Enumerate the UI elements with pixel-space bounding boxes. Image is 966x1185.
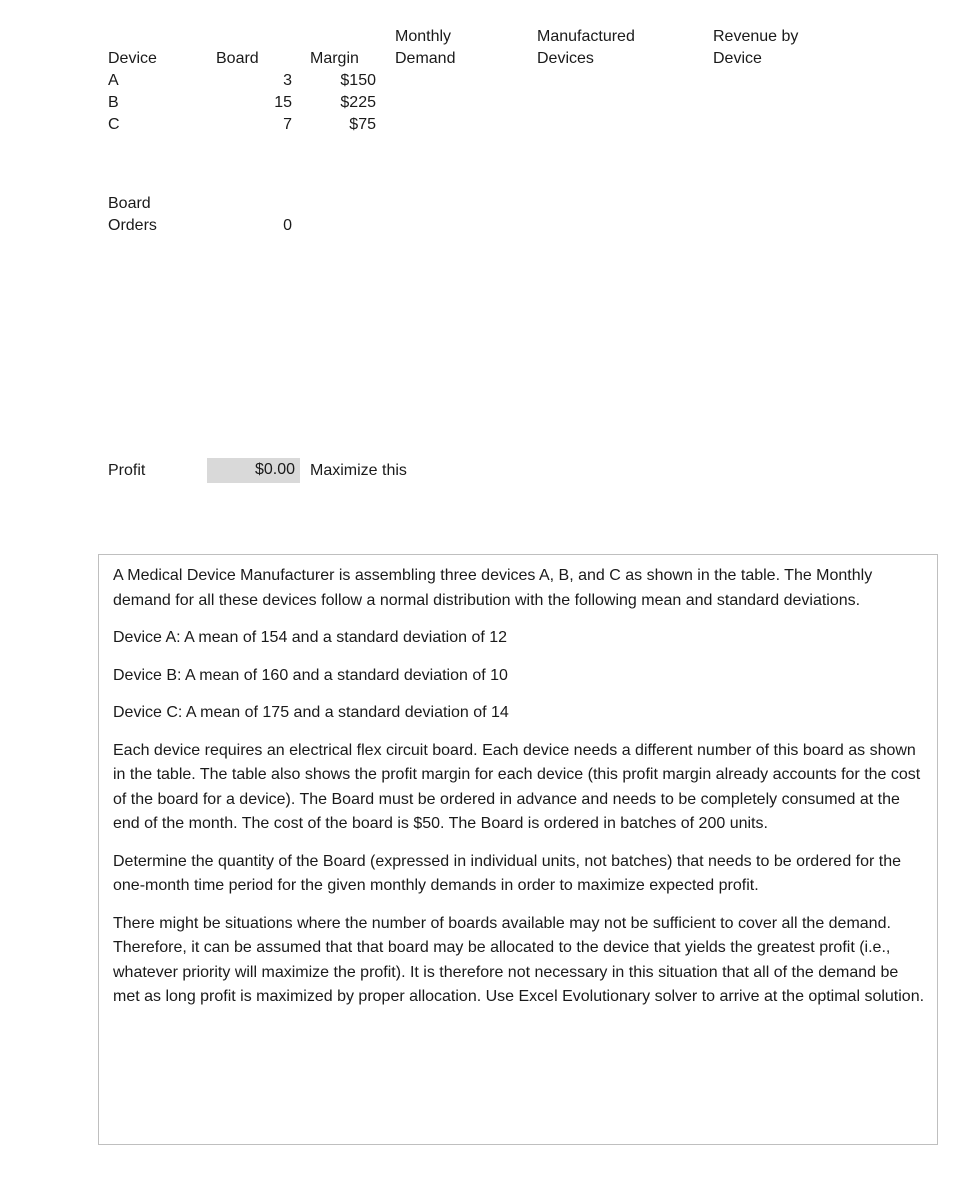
- device-a-stats: Device A: A mean of 154 and a standard deviation of 12: [113, 629, 508, 646]
- board-orders-value[interactable]: 0: [283, 217, 292, 234]
- header-manufactured-line2[interactable]: Devices: [537, 50, 594, 67]
- header-revenue-line2[interactable]: Device: [713, 50, 762, 67]
- header-manufactured-line1: Manufactured: [537, 28, 635, 45]
- row-b-board[interactable]: 15: [274, 94, 292, 111]
- row-a-board[interactable]: 3: [283, 72, 292, 89]
- row-c-device[interactable]: C: [108, 116, 120, 133]
- board-orders-label-line1: Board: [108, 195, 151, 212]
- profit-value-cell[interactable]: [207, 458, 300, 483]
- header-board[interactable]: Board: [216, 50, 259, 67]
- header-margin[interactable]: Margin: [310, 50, 359, 67]
- header-device[interactable]: Device: [108, 50, 157, 67]
- header-monthly-demand-line2[interactable]: Demand: [395, 50, 456, 67]
- profit-value: $0.00: [254, 461, 295, 478]
- row-c-board[interactable]: 7: [283, 116, 292, 133]
- board-orders-label-line2[interactable]: Orders: [108, 217, 157, 234]
- row-c-margin[interactable]: $75: [349, 116, 376, 133]
- device-b-stats: Device B: A mean of 160 and a standard deviation of 10: [113, 666, 508, 684]
- row-a-margin[interactable]: $150: [340, 72, 376, 89]
- profit-note[interactable]: Maximize this: [310, 462, 407, 479]
- header-monthly-demand-line1: Monthly: [395, 28, 452, 45]
- device-c-stats: Device C: A mean of 175 and a standard deviation of 14: [113, 704, 509, 721]
- task-paragraph: Determine the quantity of the Board (expressed in individual units, not batches) that needs to be ordered for the one-month time period for the given monthly demands in order to maximize expected profit.: [113, 852, 902, 894]
- row-a-device[interactable]: A: [108, 72, 119, 89]
- board-requirement-paragraph: Each device requires an electrical flex circuit board. Each device needs a different number of this board as shown in the table. The table also shows the profit margin for each device (this profit margin already accounts for the cost of the board for a device). The Board must be ordered in advance and needs to be completely consumed at the end of the month. The cost of the board is $50. The Board is ordered in batches of 200 units.: [113, 741, 921, 832]
- allocation-paragraph: There might be situations where the number of boards available may not be sufficient to cover all the demand. Therefore, it can be assumed that that board may be allocated to the device that yields the greatest profit (i.e., whatever priority will maximize the profit). It is therefore not necessary in this situation that all of the demand be met as long profit is maximized by proper allocation. Use Excel Evolutionary solver to arrive at the optimal solution.: [113, 914, 925, 1005]
- header-revenue-line1: Revenue by: [713, 28, 799, 45]
- row-b-device[interactable]: B: [108, 94, 119, 111]
- row-b-margin[interactable]: $225: [340, 94, 376, 111]
- profit-label[interactable]: Profit: [108, 462, 146, 479]
- problem-textbox[interactable]: [98, 554, 938, 1145]
- problem-intro: A Medical Device Manufacturer is assembling three devices A, B, and C as shown in the table. The Monthly demand for all these devices follow a normal distribution with the following mean and standard deviations.: [113, 567, 873, 609]
